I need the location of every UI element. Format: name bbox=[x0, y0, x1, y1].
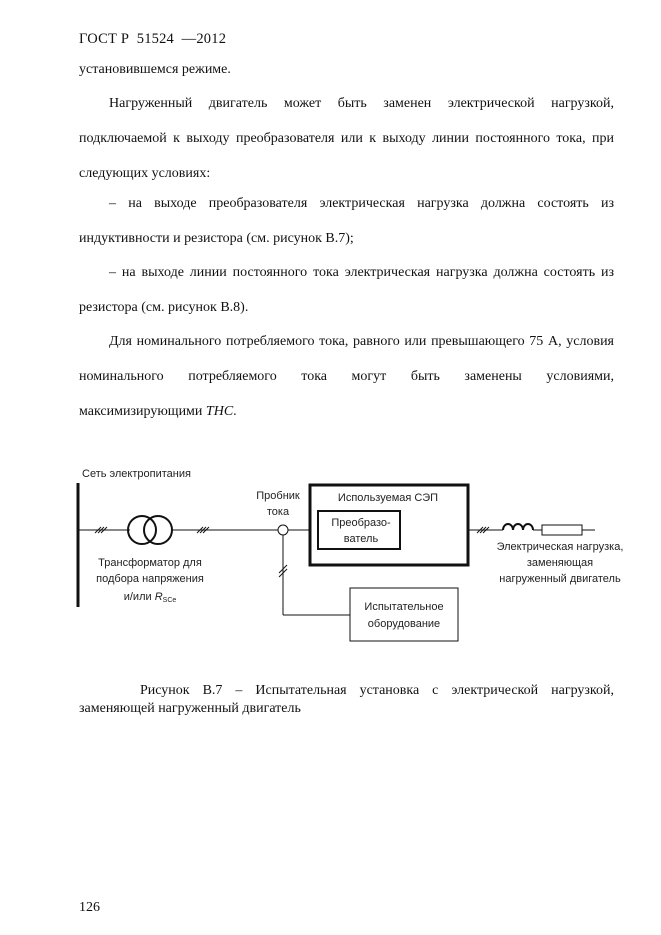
load-label-line-1: Электрическая нагрузка, bbox=[496, 541, 624, 553]
converter-label-line-1: Преобразо- bbox=[331, 517, 391, 529]
transformer-winding-2-icon bbox=[144, 516, 172, 544]
paragraph-motor-replacement: Нагруженный двигатель может быть заменен электрической нагрузкой, подключаемой к выходу преобразователя или к выходу линии постоянного тока, при следующих условиях: bbox=[79, 96, 614, 181]
rsce-subscript: SCe bbox=[162, 597, 177, 604]
test-equipment-box bbox=[350, 588, 458, 641]
probe-label-line-2: тока bbox=[266, 506, 290, 518]
test-equipment-label-line-1: Испытательное bbox=[364, 601, 444, 613]
transformer-winding-1-icon bbox=[128, 516, 156, 544]
load-label-line-3: нагруженный двигатель bbox=[499, 573, 621, 585]
paragraph-nominal-current-text: Для номинального потребляемого тока, равного или превышающего 75 А, условия номинального потребляемого тока могут быть заменены условиями, максимизирующими bbox=[79, 334, 614, 419]
page-number: 126 bbox=[79, 900, 100, 915]
current-probe-icon bbox=[278, 525, 288, 535]
transformer-label-and-or: и/или bbox=[123, 591, 152, 603]
converter-label-line-2: ватель bbox=[343, 533, 379, 545]
paragraph-nominal-current bbox=[79, 324, 614, 429]
test-setup-diagram bbox=[70, 455, 630, 665]
document-header: ГОСТ Р 51524 —2012 bbox=[79, 31, 227, 47]
paragraph-continuation: установившемся режиме. bbox=[79, 62, 231, 77]
thc-term: THC bbox=[205, 404, 234, 419]
rsce-symbol: R bbox=[154, 591, 163, 603]
paragraph-end-period: . bbox=[233, 404, 237, 419]
figure-caption: Рисунок В.7 – Испытательная установка с электрической нагрузкой, заменяющей нагруженный двигатель bbox=[79, 683, 614, 716]
transformer-label-line-1: Трансформатор для bbox=[98, 557, 202, 569]
probe-label-line-1: Пробник bbox=[256, 490, 300, 502]
pds-label: Используемая СЭП bbox=[337, 492, 439, 504]
paragraph-dc-link-load: – на выходе линии постоянного тока электрическая нагрузка должна состоять из резистора (см. рисунок В.8). bbox=[79, 265, 614, 315]
inductor-icon bbox=[503, 524, 533, 530]
transformer-label-line-2: подбора напряжения bbox=[96, 573, 204, 585]
transformer-label-line-3 bbox=[124, 591, 177, 604]
resistor-icon bbox=[542, 525, 582, 535]
paragraph-converter-load: – на выходе преобразователя электрическая нагрузка должна состоять из индуктивности и резистора (см. рисунок В.7); bbox=[79, 196, 614, 246]
load-label-line-2: заменяющая bbox=[526, 557, 594, 569]
test-equipment-label-line-2: оборудование bbox=[367, 618, 441, 630]
grid-label: Сеть электропитания bbox=[82, 468, 191, 480]
